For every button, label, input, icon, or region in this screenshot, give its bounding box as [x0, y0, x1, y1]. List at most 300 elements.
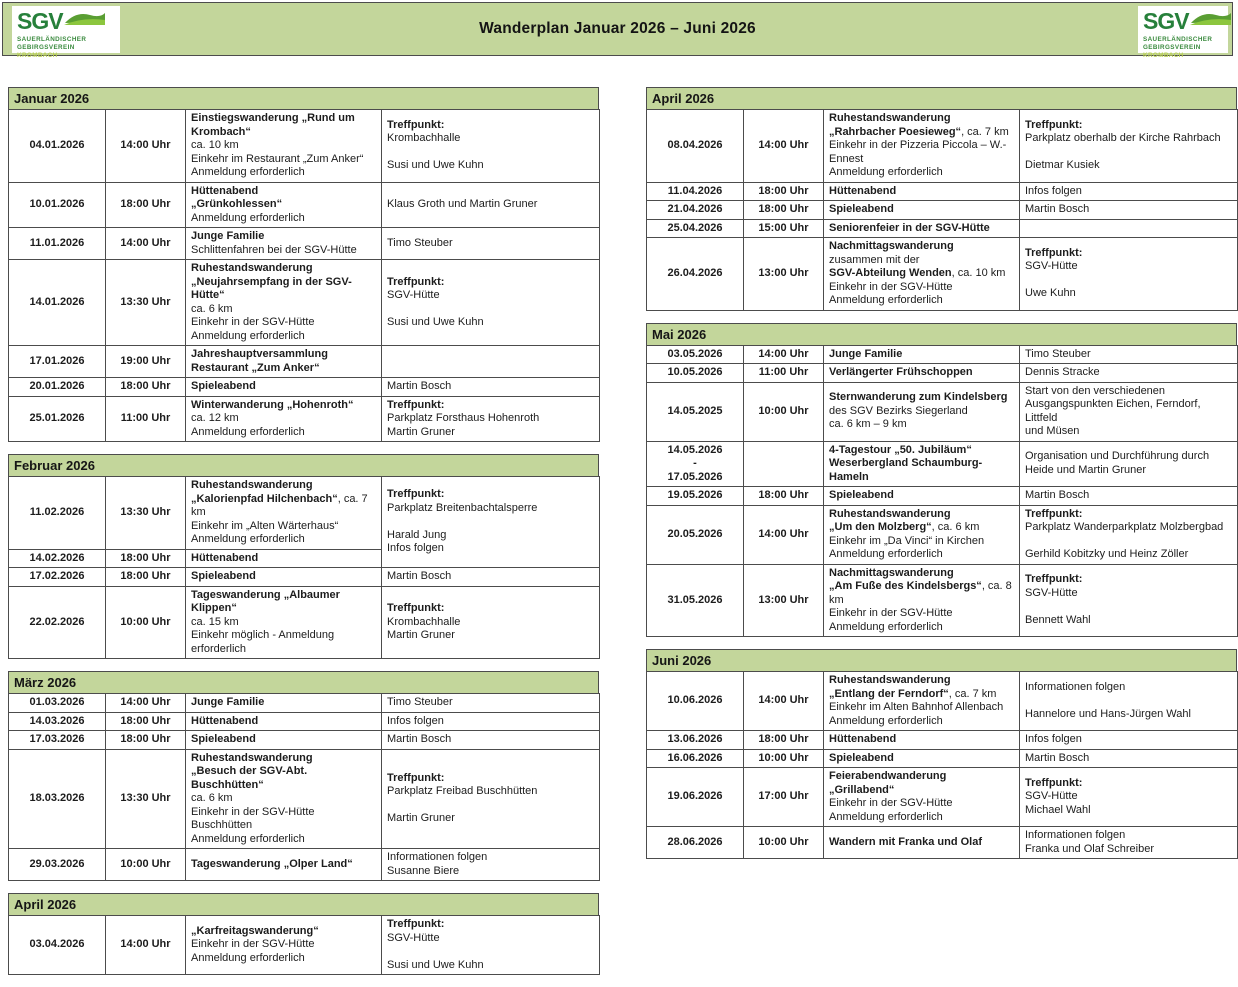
date-cell: 18.03.2026: [9, 749, 106, 849]
sgv-logo-left: [12, 6, 120, 59]
table-row: [647, 182, 1238, 201]
left-column: [8, 87, 599, 987]
date-cell: 01.03.2026: [9, 694, 106, 713]
date-cell: 11.04.2026: [647, 182, 744, 201]
plain-text: Informationen folgen: [387, 851, 488, 863]
text-line: [191, 399, 376, 413]
plain-text: zusammen mit der: [829, 253, 920, 266]
bold-text: Hüttenabend: [829, 733, 897, 745]
text-line: [387, 715, 594, 729]
table-row: [9, 712, 600, 731]
time-cell: 18:00 Uhr: [106, 549, 186, 568]
text-line: [191, 262, 376, 276]
plain-text: Anmeldung erforderlich: [829, 714, 943, 727]
table-row: [647, 110, 1238, 183]
plain-text: Susanne Biere: [387, 864, 460, 877]
table-row: [647, 672, 1238, 731]
bold-text: Wandern mit Franka und Olaf: [829, 835, 982, 848]
text-line: [829, 701, 1014, 715]
info-cell: [382, 182, 600, 228]
month-header: Mai 2026: [646, 323, 1237, 346]
text-line: [387, 132, 594, 146]
month-section: [646, 323, 1237, 638]
plain-text: Heide und Martin Gruner: [1025, 463, 1147, 476]
info-cell: [382, 228, 600, 260]
plain-text: Susi und Uwe Kuhn: [387, 958, 484, 971]
text-line: [829, 112, 1014, 126]
text-line: [191, 112, 376, 139]
bold-text: Weserbergland Schaumburg-Hameln: [829, 457, 983, 483]
text-line: [1025, 548, 1232, 562]
time-cell: 18:00 Uhr: [744, 201, 824, 220]
table-row: [9, 110, 600, 183]
event-cell: [186, 849, 382, 881]
text-line: [191, 153, 376, 167]
plain-text: Einkehr möglich - Anmeldung erforderlich: [191, 629, 335, 655]
plain-text: Klaus Groth und Martin Gruner: [387, 198, 538, 210]
plain-text: Informationen folgen: [1025, 680, 1126, 693]
text-line: [1025, 247, 1232, 261]
text-line: [191, 493, 376, 520]
bold-text: Tageswanderung „Albaumer Klippen“: [191, 588, 340, 614]
info-cell: [1020, 110, 1238, 183]
text-line: [191, 330, 376, 344]
event-cell: [824, 487, 1020, 506]
text-line: [191, 629, 376, 656]
bold-text: Hüttenabend: [191, 184, 259, 197]
text-line: [829, 836, 1014, 850]
logo-subtitle-line2: [1143, 44, 1224, 60]
plain-text: Martin Gruner: [387, 629, 455, 641]
event-cell: [186, 346, 382, 378]
event-cell: [186, 694, 382, 713]
plain-text: Krombachhalle: [387, 132, 461, 145]
bold-text: Nachmittagswanderung: [829, 240, 954, 252]
table-row: [647, 487, 1238, 506]
bold-text: Ruhestandswanderung: [191, 262, 313, 274]
time-cell: 10:00 Uhr: [744, 749, 824, 768]
plain-text: Bennett Wahl: [1025, 613, 1091, 626]
text-line: [387, 380, 594, 394]
bold-text: „Neujahrsempfang in der SGV-Hütte“: [191, 275, 352, 301]
date-cell: 22.02.2026: [9, 586, 106, 659]
event-cell: [186, 586, 382, 659]
bold-text: „Rahrbacher Poesieweg“: [829, 125, 962, 138]
text-line: [387, 542, 594, 556]
info-cell: [1020, 441, 1238, 487]
text-line: [1025, 185, 1232, 199]
mountain-swoosh-icon: [64, 10, 106, 31]
time-cell: 13:30 Uhr: [106, 260, 186, 346]
date-cell: 17.03.2026: [9, 731, 106, 750]
text-line: [191, 752, 376, 766]
info-cell: [1020, 364, 1238, 383]
text-line: [387, 629, 594, 643]
bold-text: Nachmittagswanderung: [829, 566, 954, 579]
plain-text: Anmeldung erforderlich: [829, 294, 943, 306]
date-cell: 08.04.2026: [647, 110, 744, 183]
text-line: [191, 166, 376, 180]
bold-text: Junge Familie: [191, 696, 265, 708]
bold-text: „Kalorienpfad Hilchenbach“: [191, 492, 338, 505]
text-line: [829, 203, 1014, 217]
table-row: [647, 219, 1238, 238]
time-cell: 11:00 Uhr: [106, 396, 186, 442]
bold-text: Feierabendwanderung „Grillabend“: [829, 770, 947, 796]
table-row: [647, 827, 1238, 859]
bold-text: Ruhestandswanderung: [191, 751, 313, 764]
text-line: [829, 348, 1014, 362]
time-cell: 14:00 Uhr: [106, 228, 186, 260]
text-line: [191, 185, 376, 199]
event-cell: [824, 768, 1020, 827]
info-cell: [382, 916, 600, 975]
table-row: [647, 382, 1238, 441]
info-cell: [382, 731, 600, 750]
plain-text: , ca. 7 km: [948, 687, 997, 700]
plain-text: , ca. 8 km: [829, 580, 1012, 606]
text-line: [1025, 843, 1232, 857]
plain-text: SGV-Hütte: [1025, 586, 1078, 599]
time-cell: 14:00 Uhr: [106, 110, 186, 183]
right-column: [646, 87, 1237, 987]
text-line: [387, 159, 594, 173]
text-line: [191, 303, 376, 317]
event-cell: [824, 441, 1020, 487]
text-line: [387, 426, 594, 440]
plain-text: Einkehr im „Alten Wärterhaus“: [191, 519, 339, 532]
text-line: [1025, 489, 1232, 503]
text-line: [829, 366, 1014, 380]
event-cell: [824, 201, 1020, 220]
text-line: [387, 602, 594, 616]
text-line: [829, 811, 1014, 825]
date-cell: 10.05.2026: [647, 364, 744, 383]
plain-text: , ca. 7 km: [191, 492, 368, 518]
text-line: [829, 674, 1014, 688]
plain-text: ca. 6 km: [191, 792, 233, 804]
date-cell: [647, 441, 744, 487]
text-line: [1025, 573, 1232, 587]
text-line: [1025, 708, 1232, 722]
text-line: [829, 139, 1014, 166]
plain-text: Start von den verschiedenen: [1025, 384, 1166, 397]
table-row: [647, 441, 1238, 487]
text-line: [829, 294, 1014, 308]
text-line: [1025, 733, 1232, 747]
text-line: [387, 198, 594, 212]
text-line: [829, 715, 1014, 729]
info-cell: [382, 346, 600, 378]
text-line: [387, 733, 594, 747]
plain-text: Anmeldung erforderlich: [191, 211, 305, 224]
schedule-table: [8, 109, 600, 442]
date-cell: 04.01.2026: [9, 110, 106, 183]
plain-text: Harald Jung: [387, 528, 447, 541]
time-cell: 10:00 Uhr: [744, 827, 824, 859]
text-line: [1025, 777, 1232, 791]
text-line: [1025, 385, 1232, 399]
event-cell: [186, 228, 382, 260]
text-line: [829, 254, 1014, 268]
info-cell: [382, 477, 600, 568]
sgv-logo-right: [1138, 6, 1228, 59]
text-line: [387, 399, 594, 413]
bold-text: Restaurant „Zum Anker“: [191, 361, 320, 374]
info-cell: [382, 749, 600, 849]
header-band: [2, 2, 1233, 59]
logo-verein-text: GEBIRGSVEREIN: [17, 44, 75, 51]
date-cell: 20.05.2026: [647, 505, 744, 564]
plain-text: Einkehr im Restaurant „Zum Anker“: [191, 152, 364, 165]
schedule-table: [646, 109, 1238, 311]
info-cell: [382, 712, 600, 731]
bold-text: Treffpunkt:: [387, 771, 445, 784]
text-line: [1025, 146, 1232, 160]
text-line: [829, 489, 1014, 503]
text-line: [829, 580, 1014, 607]
sgv-logo-text: SGV: [1143, 8, 1189, 34]
time-cell: 14:00 Uhr: [744, 505, 824, 564]
mountain-swoosh-icon: [1190, 10, 1232, 31]
text-line: [829, 240, 1014, 254]
bold-text: Treffpunkt:: [1025, 507, 1083, 520]
event-cell: [824, 110, 1020, 183]
text-line: [1025, 694, 1232, 708]
plain-text: Einkehr in der SGV-Hütte: [829, 280, 953, 293]
info-cell: [382, 260, 600, 346]
time-cell: 13:00 Uhr: [744, 238, 824, 311]
plain-text: Martin Gruner: [387, 425, 455, 438]
event-cell: [186, 477, 382, 550]
plain-text: Parkplatz Freibad Buschhütten: [387, 785, 538, 798]
info-cell: [1020, 382, 1238, 441]
text-line: [191, 198, 376, 212]
text-line: [829, 391, 1014, 405]
table-row: [9, 731, 600, 750]
plain-text: ca. 6 km: [191, 302, 233, 315]
text-line: [829, 222, 1014, 236]
event-cell: [186, 378, 382, 397]
text-line: [387, 696, 594, 710]
text-line: [191, 552, 376, 566]
plain-text: SGV-Hütte: [1025, 790, 1078, 803]
text-line: [1025, 366, 1232, 380]
plain-text: Parkplatz Breitenbachtalsperre: [387, 501, 538, 514]
bold-text: Sternwanderung zum Kindelsberg: [829, 391, 1008, 404]
table-row: [647, 768, 1238, 827]
plain-text: Anmeldung erforderlich: [829, 548, 943, 560]
info-cell: [1020, 672, 1238, 731]
plain-text: Einkehr in der SGV-Hütte: [191, 938, 315, 951]
text-line: [191, 380, 376, 394]
text-line: [1025, 587, 1232, 601]
plain-text: Timo Steuber: [1025, 347, 1091, 360]
plain-text: SGV-Hütte: [387, 289, 440, 301]
text-line: [829, 535, 1014, 549]
bold-text: Ruhestandswanderung: [829, 112, 951, 124]
month-header: März 2026: [8, 671, 599, 694]
event-cell: [186, 110, 382, 183]
text-line: [387, 918, 594, 932]
date-cell: 11.02.2026: [9, 477, 106, 550]
plain-text: , ca. 6 km: [931, 521, 980, 533]
text-line: [829, 770, 1014, 797]
text-line: [191, 533, 376, 547]
time-cell: 11:00 Uhr: [744, 364, 824, 383]
event-cell: [186, 712, 382, 731]
bold-text: Treffpunkt:: [1025, 573, 1083, 586]
plain-text: Susi und Uwe Kuhn: [387, 159, 484, 172]
text-line: [1025, 804, 1232, 818]
text-line: [829, 405, 1014, 419]
plain-text: ca. 10 km: [191, 139, 239, 151]
text-line: [1025, 260, 1232, 274]
bold-text: Ruhestandswanderung: [829, 674, 951, 686]
text-line: [1025, 132, 1232, 146]
schedule-table: [646, 671, 1238, 859]
plain-text: Anmeldung erforderlich: [191, 533, 305, 545]
bold-text: Treffpunkt:: [387, 118, 445, 131]
text-line: [829, 733, 1014, 747]
schedule-table: [8, 693, 600, 881]
plain-text: Dietmar Kusiek: [1025, 159, 1100, 172]
plain-text: Martin Gruner: [387, 812, 455, 825]
date-cell: 17.01.2026: [9, 346, 106, 378]
date-cell: 28.06.2026: [647, 827, 744, 859]
logo-subtitle-line1: SAUERLÄNDISCHER: [1143, 36, 1213, 43]
text-line: [191, 715, 376, 729]
plain-text: Martin Bosch: [1025, 489, 1090, 501]
text-line: [829, 185, 1014, 199]
text-line: [191, 952, 376, 966]
text-line: [191, 833, 376, 847]
text-line: [191, 589, 376, 616]
table-row: [9, 586, 600, 659]
logo-krombach-text: KROMBACH: [1143, 52, 1184, 59]
plain-text: SGV-Hütte: [1025, 260, 1078, 273]
text-line: [387, 289, 594, 303]
text-line: [1025, 274, 1232, 288]
date-cell: 14.05.2025: [647, 382, 744, 441]
plain-text: Einkehr im Alten Bahnhof Allenbach: [829, 701, 1004, 713]
text-line: [387, 529, 594, 543]
plain-text: Einkehr in der SGV-Hütte: [829, 797, 953, 809]
date-cell: 10.06.2026: [647, 672, 744, 731]
bold-text: Treffpunkt:: [387, 398, 445, 411]
plain-text: Einkehr in der SGV-Hütte: [829, 607, 953, 619]
bold-text: Spieleabend: [829, 751, 894, 764]
text-line: [829, 521, 1014, 535]
event-cell: [186, 396, 382, 442]
text-line: [387, 146, 594, 160]
text-line: [387, 772, 594, 786]
text-line: [1025, 119, 1232, 133]
event-cell: [824, 505, 1020, 564]
time-cell: 17:00 Uhr: [744, 768, 824, 827]
bold-text: Jahreshauptversammlung: [191, 348, 328, 360]
text-line: [1025, 521, 1232, 535]
text-line: [829, 281, 1014, 295]
month-header: Juni 2026: [646, 649, 1237, 672]
text-line: [387, 932, 594, 946]
bold-text: Treffpunkt:: [1025, 118, 1083, 131]
date-cell: 29.03.2026: [9, 849, 106, 881]
text-line: [829, 457, 1014, 484]
text-line: [191, 696, 376, 710]
text-line: [387, 865, 594, 879]
sgv-logo-text: SGV: [17, 8, 63, 34]
text-line: [829, 267, 1014, 281]
text-line: [387, 502, 594, 516]
date-line: 14.05.2026: [667, 443, 723, 456]
plain-text: Einkehr in der SGV-Hütte Buschhütten: [191, 805, 315, 831]
text-line: [387, 785, 594, 799]
table-row: [647, 364, 1238, 383]
text-line: [191, 139, 376, 153]
month-header: April 2026: [8, 893, 599, 916]
event-cell: [824, 382, 1020, 441]
time-cell: 18:00 Uhr: [106, 712, 186, 731]
date-cell: 14.03.2026: [9, 712, 106, 731]
time-cell: 19:00 Uhr: [106, 346, 186, 378]
date-cell: 17.02.2026: [9, 568, 106, 587]
info-cell: [1020, 345, 1238, 364]
event-cell: [186, 260, 382, 346]
table-row: [9, 346, 600, 378]
schedule-table: [8, 915, 600, 975]
date-cell: 11.01.2026: [9, 228, 106, 260]
date-cell: 25.01.2026: [9, 396, 106, 442]
bold-text: Ruhestandswanderung: [191, 479, 313, 491]
plain-text: Martin Bosch: [387, 380, 452, 392]
plain-text: Infos folgen: [387, 542, 444, 555]
plain-text: Einkehr im „Da Vinci“ in Kirchen: [829, 534, 985, 547]
text-line: [191, 938, 376, 952]
plain-text: Parkplatz oberhalb der Kirche Rahrbach: [1025, 132, 1221, 145]
plain-text: Einkehr in der Pizzeria Piccola – W.-Ennest: [829, 139, 1007, 165]
info-cell: [1020, 768, 1238, 827]
schedule-table: [8, 476, 600, 659]
event-cell: [824, 564, 1020, 637]
text-line: [829, 797, 1014, 811]
time-cell: 18:00 Uhr: [744, 731, 824, 750]
date-cell: 31.05.2026: [647, 564, 744, 637]
table-row: [9, 228, 600, 260]
text-line: [1025, 535, 1232, 549]
date-line: -: [693, 457, 697, 469]
text-line: [191, 276, 376, 303]
date-cell: 13.06.2026: [647, 731, 744, 750]
info-cell: [1020, 749, 1238, 768]
text-line: [191, 806, 376, 833]
month-header: Februar 2026: [8, 454, 599, 477]
bold-text: 4-Tagestour „50. Jubiläum“: [829, 443, 972, 456]
info-cell: [1020, 564, 1238, 637]
plain-text: Parkplatz Wanderparkplatz Molzbergbad: [1025, 521, 1224, 533]
table-row: [9, 396, 600, 442]
text-line: [191, 570, 376, 584]
table-row: [647, 749, 1238, 768]
bold-text: Einstiegswanderung „Rund um Krombach“: [191, 112, 355, 138]
text-line: [829, 548, 1014, 562]
text-line: [829, 126, 1014, 140]
text-line: [191, 412, 376, 426]
plain-text: Timo Steuber: [387, 236, 453, 249]
plain-text: Organisation und Durchführung durch: [1025, 450, 1210, 463]
bold-text: „Grünkohlessen“: [191, 198, 283, 210]
info-cell: [1020, 238, 1238, 311]
